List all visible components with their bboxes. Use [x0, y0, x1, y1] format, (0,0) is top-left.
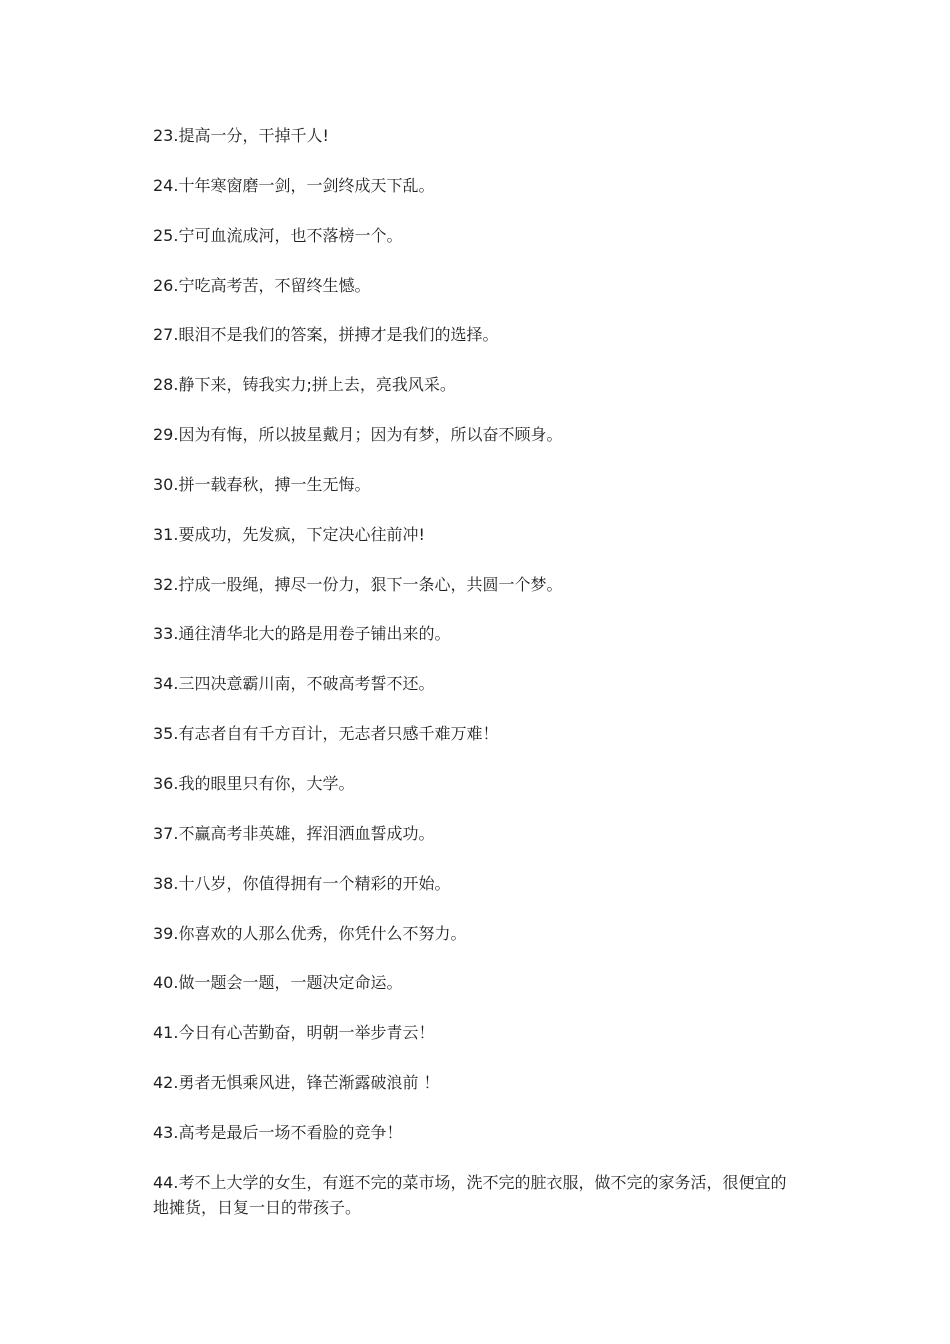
quote-line-40: 40.做一题会一题，一题决定命运。	[153, 973, 403, 993]
quote-line-24: 24.十年寒窗磨一剑，一剑终成天下乱。	[153, 175, 435, 195]
quote-line-32: 32.拧成一股绳，搏尽一份力，狠下一条心，共圆一个梦。	[153, 574, 563, 594]
quote-line-35: 35.有志者自有千方百计，无志者只感千难万难！	[153, 724, 499, 744]
quote-line-36: 36.我的眼里只有你，大学。	[153, 773, 355, 793]
quote-line-29: 29.因为有悔，所以披星戴月；因为有梦，所以奋不顾身。	[153, 425, 563, 445]
quote-line-23: 23.提高一分，干掉千人!	[153, 126, 329, 145]
quote-line-42: 42.勇者无惧乘风进，锋芒渐露破浪前 ！	[153, 1073, 440, 1093]
quote-line-41: 41.今日有心苦勤奋，明朝一举步青云！	[153, 1023, 435, 1043]
quote-line-44: 44.考不上大学的女生，有逛不完的菜市场，洗不完的脏衣服，做不完的家务活，很便宜的地摊货，日复一日的带孩子。	[153, 1172, 787, 1217]
quote-list	[153, 124, 793, 1246]
quote-line-30: 30.拼一载春秋，搏一生无悔。	[153, 474, 371, 494]
quote-line-43: 43.高考是最后一场不看脸的竞争！	[153, 1122, 403, 1142]
quote-line-25: 25.宁可血流成河，也不落榜一个。	[153, 225, 403, 245]
quote-line-37: 37.不赢高考非英雄，挥泪洒血誓成功。	[153, 823, 435, 843]
quote-line-33: 33.通往清华北大的路是用卷子铺出来的。	[153, 624, 451, 644]
quote-line-38: 38.十八岁，你值得拥有一个精彩的开始。	[153, 873, 451, 893]
quote-line-34: 34.三四决意霸川南，不破高考誓不还。	[153, 674, 435, 694]
quote-line-31: 31.要成功，先发疯，下定决心往前冲!	[153, 524, 425, 544]
quote-line-26: 26.宁吃高考苦，不留终生憾。	[153, 275, 371, 295]
quote-line-27: 27.眼泪不是我们的答案，拼搏才是我们的选择。	[153, 325, 499, 345]
quote-line-28: 28.静下来，铸我实力;拼上去，亮我风采。	[153, 375, 456, 395]
quote-line-39: 39.你喜欢的人那么优秀，你凭什么不努力。	[153, 923, 467, 943]
